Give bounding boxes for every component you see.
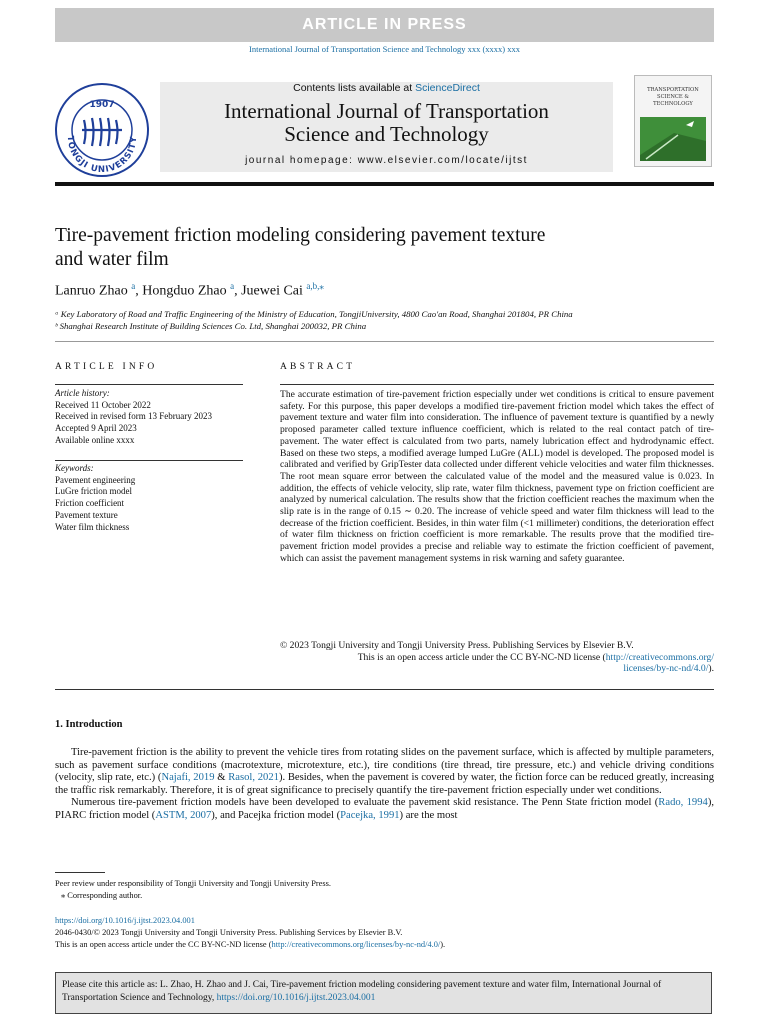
intro-paragraph [55, 747, 714, 797]
license-line [280, 652, 714, 675]
affiliation-marker[interactable]: a [131, 281, 136, 291]
abstract-text: The accurate estimation of tire-pavement friction especially under wet conditions is critical to ensure pavement safety. For this purpose, this paper develops a modified tire-pavement friction model which takes the effect of pavement texture and water film into consideration. The influence of pavement texture is quantified by a newly proposed parameter called texture influence coefficient, which is related to the real contact patch of tire-pavement. The water effect is calculated from two parts, namely lubrication effect and hydrodynamic effect. Based on these two steps, a modified average lumped LuGre (ALL) model is developed. The proposed model is calibrated and verified by GripTester data collected under different vehicle velocities and water film thicknesses. The root mean square error between the calculated value of the model and the measured value is 0.023. In addition, the effects of vehicle velocity, slip rate, water film thickness, pavement type on friction coefficient are analyzed by numerical calculation. The results show that the friction coefficient reaches the maximum when the slip rate is in the range of 0.15 ∼ 0.20. The increase of vehicle speed and water film thickness will lead to the decrease of the friction coefficient. Besides, in thin water film (<1 millimeter) conditions, the deterioration effect of water film thickness on friction coefficient is more remarkable. The results prove that the modified tire-pavement friction model provides a precise and reliable way to estimate the friction coefficient of pavement, which can assist the pavement management systems in risk warning and safety guarantee. [280, 389, 714, 564]
contents-prefix: Contents lists available at [293, 82, 416, 94]
intro-text: Tire-pavement friction is the ability to prevent the vehicle tires from rotating slides on the pavement surface, which is affected by multiple parameters, such as pavement surface conditions (macrotexture, microtexture, etc.), tire conditions (tire thread, tire pressure, etc.) and vehicle driving conditions (velocity, slip rate, etc.) ( [55, 747, 714, 784]
author-name[interactable]: Hongduo Zhao [142, 283, 227, 299]
doi-link[interactable]: https://doi.org/10.1016/j.ijtst.2023.04.001 [55, 916, 195, 925]
cover-title-line2: SCIENCE & [657, 94, 689, 100]
affiliation-marker[interactable]: a [230, 281, 235, 291]
author-name[interactable]: Juewei Cai [241, 283, 303, 299]
contents-available-line [160, 82, 613, 94]
intro-paragraph [55, 797, 714, 822]
license-prefix: This is an open access article under the CC BY-NC-ND license ( [357, 651, 606, 663]
oa-prefix: This is an open access article under the CC BY-NC-ND license ( [55, 940, 272, 949]
journal-homepage [160, 155, 613, 166]
header-rule [55, 182, 714, 186]
citation-link[interactable]: Pacejka, 1991 [340, 809, 400, 821]
sciencedirect-link[interactable]: ScienceDirect [415, 82, 480, 94]
intro-text: ), PIARC friction model ( [55, 797, 714, 821]
abstract-bottom-rule [55, 689, 714, 690]
issn-line: 2046-0430/© 2023 Tongji University and Tongji University Press. Publishing Services by Elsevier B.V. [55, 928, 403, 937]
keyword-item: Friction coefficient [55, 498, 125, 509]
author-separator: , [135, 283, 143, 299]
intro-text: ) are the most [399, 809, 458, 821]
history-item: Accepted 9 April 2023 [55, 423, 137, 434]
citation-text: Please cite this article as: L. Zhao, H. Zhao and J. Cai, Tire-pavement friction modeling considering pavement texture and water film, International Journal of Transportation Science and Technology, [62, 980, 662, 1003]
citation-doi-link[interactable]: https://doi.org/10.1016/j.ijtst.2023.04.001 [216, 992, 376, 1003]
cite-this-article-box [55, 972, 712, 1014]
seal-text: TONGJI UNIVERSITY [64, 135, 140, 175]
intro-text: & [214, 772, 229, 784]
keywords-list [55, 463, 135, 533]
license-link[interactable]: licenses/by-nc-nd/4.0/ [623, 663, 709, 675]
homepage-prefix: journal homepage: [245, 155, 358, 166]
abstract-heading: ABSTRACT [280, 362, 356, 372]
journal-cover-image [634, 75, 712, 167]
article-info-heading: ARTICLE INFO [55, 362, 158, 372]
history-item: Received 11 October 2022 [55, 399, 151, 410]
copyright-line: © 2023 Tongji University and Tongji University Press. Publishing Services by Elsevier B.V. [280, 640, 634, 651]
corresponding-author-note: ⁎ Corresponding author. [61, 891, 143, 900]
cover-title-line3: TECHNOLOGY [653, 101, 693, 107]
oa-suffix: ). [440, 940, 446, 949]
license-suffix: ). [708, 663, 714, 675]
citation-link[interactable]: Najafi, 2019 [161, 772, 215, 784]
introduction-heading: 1. Introduction [55, 719, 123, 730]
history-item: Received in revised form 13 February 2023 [55, 411, 212, 422]
tongji-seal-logo [54, 82, 150, 178]
article-title-line2: and water film [55, 249, 169, 270]
history-item: Available online xxxx [55, 434, 135, 445]
peer-review-note: Peer review under responsibility of Tongji University and Tongji University Press. [55, 879, 332, 888]
citation-link[interactable]: Rasol, 2021 [228, 772, 279, 784]
license-link[interactable]: http://creativecommons.org/ [605, 651, 714, 663]
footnote-rule [55, 872, 105, 873]
article-title-line1: Tire-pavement friction modeling considering pavement texture [55, 225, 546, 246]
keyword-item: Pavement texture [55, 509, 118, 520]
affiliation-marker[interactable]: a,b, [306, 281, 320, 291]
affiliation-b: ᵇ Shanghai Research Institute of Building Sciences Co. Ltd, Shanghai 200032, PR China [55, 321, 367, 331]
author-list [55, 281, 324, 300]
citation-link[interactable]: Rado, 1994 [658, 797, 708, 809]
keyword-item: LuGre friction model [55, 486, 132, 497]
author-separator: , [234, 283, 242, 299]
journal-title-line1: International Journal of Transportation [224, 99, 549, 123]
intro-text: Numerous tire-pavement friction models have been developed to evaluate the pavement skid resistance. The Penn State friction model ( [71, 797, 659, 809]
intro-text: ). Besides, when the pavement is covered by water, the fiction force can be reduced greatly, increasing the traffic risk remarkably. Therefore, it is of great significance to precisely quantify the tire-pavement friction especially under wet conditions. [55, 772, 714, 796]
intro-text: ), and Pacejka friction model ( [211, 809, 341, 821]
journal-title-line2: Science and Technology [284, 122, 489, 146]
homepage-url[interactable]: www.elsevier.com/locate/ijtst [357, 155, 528, 166]
keywords-label: Keywords: [55, 463, 94, 473]
keyword-item: Water film thickness [55, 521, 130, 532]
journal-title [160, 100, 613, 146]
cover-title-line1: TRANSPORTATION [647, 87, 699, 93]
open-access-line [55, 940, 445, 949]
article-history [55, 388, 212, 447]
affiliation-rule [55, 341, 714, 342]
author-name[interactable]: Lanruo Zhao [55, 283, 128, 299]
abstract-rule [280, 384, 714, 385]
citation-link[interactable]: ASTM, 2007 [155, 809, 212, 821]
introduction-body [55, 747, 714, 823]
article-in-press-banner: ARTICLE IN PRESS [55, 8, 714, 42]
history-label: Article history: [55, 388, 110, 398]
corresponding-author-marker[interactable]: ⁎ [319, 281, 324, 291]
abstract-copyright [280, 640, 714, 675]
affiliation-a: ᵃ Key Laboratory of Road and Traffic Engineering of the Ministry of Education, TongjiUniversity, 4800 Cao'an Road, Shanghai 201804, PR China [55, 309, 573, 319]
article-info-rule [55, 384, 243, 385]
keywords-rule [55, 460, 243, 461]
oa-license-link[interactable]: http://creativecommons.org/licenses/by-nc-nd/4.0/ [271, 940, 441, 949]
keyword-item: Pavement engineering [55, 474, 136, 485]
article-title [55, 224, 675, 272]
journal-reference-link[interactable]: International Journal of Transportation Science and Technology xxx (xxxx) xxx [249, 44, 520, 54]
seal-year: 1907 [89, 100, 115, 110]
